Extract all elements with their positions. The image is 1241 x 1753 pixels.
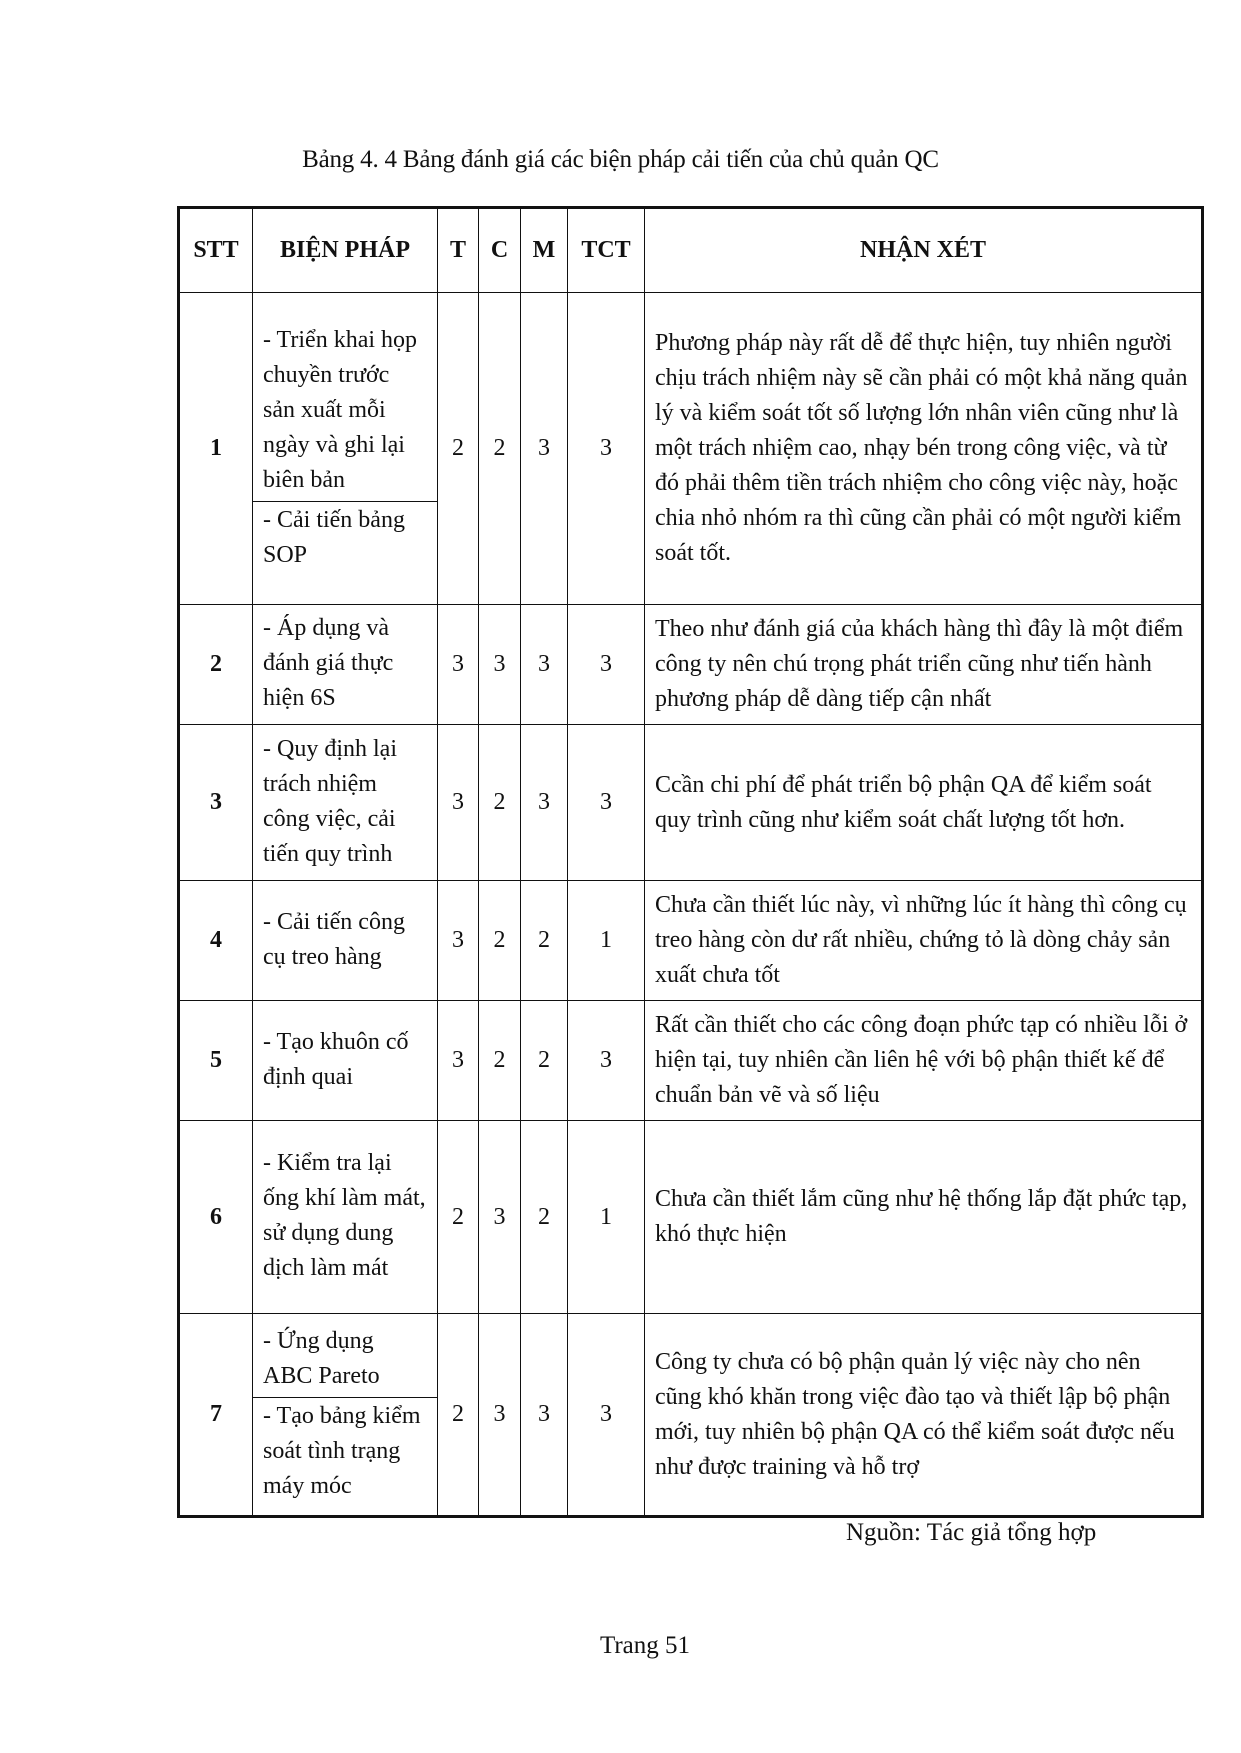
row-comment: Theo như đánh giá của khách hàng thì đây là một điểm công ty nên chú trọng phát triển cũng như tiến hành phương pháp dễ dàng tiếp cận nhất [645,605,1203,725]
evaluation-table [177,206,1204,1518]
table-row [179,605,1203,725]
row-tct: 3 [568,293,645,605]
row-c: 3 [479,1121,521,1314]
row-c: 3 [479,1314,521,1517]
measure-item: - Cải tiến công cụ treo hàng [263,908,405,970]
table-row [179,725,1203,881]
row-stt: 3 [179,725,253,881]
row-stt: 6 [179,1121,253,1314]
measure-item: - Tạo bảng kiểm soát tình trạng máy móc [253,1397,437,1507]
row-tct: 1 [568,881,645,1001]
table-row [179,1314,1203,1517]
header-c: C [479,208,521,293]
header-tct: TCT [568,208,645,293]
row-measures [253,1121,438,1314]
row-stt: 1 [179,293,253,605]
measure-item: - Triển khai họp chuyền trước sản xuất mỗi ngày và ghi lại biên bản [263,326,418,493]
row-tct: 3 [568,1314,645,1517]
table-caption: Bảng 4. 4 Bảng đánh giá các biện pháp cải tiến của chủ quản QC [302,146,939,173]
row-measures [253,1001,438,1121]
measure-item: - Tạo khuôn cố định quai [263,1028,409,1090]
row-stt: 5 [179,1001,253,1121]
row-comment: Phương pháp này rất dễ để thực hiện, tuy nhiên người chịu trách nhiệm này sẽ cần phải có một khả năng quản lý và kiểm soát tốt số lượng lớn nhân viên cũng như là một trách nhiệm cao, nhạy bén trong công việc, và từ đó phải thêm tiền trách nhiệm cho công việc này, hoặc chia nhỏ nhóm ra thì cũng cần phải có một người kiểm soát tốt. [645,293,1203,605]
row-measures [253,293,438,605]
table-row [179,293,1203,605]
row-t: 3 [438,725,479,881]
header-stt: STT [179,208,253,293]
header-comment: NHẬN XÉT [645,208,1203,293]
table-row [179,1121,1203,1314]
header-m: M [521,208,568,293]
row-t: 3 [438,605,479,725]
row-stt: 2 [179,605,253,725]
row-measures [253,1314,438,1517]
row-m: 3 [521,605,568,725]
table-row [179,1001,1203,1121]
row-t: 3 [438,1001,479,1121]
row-comment: Chưa cần thiết lắm cũng như hệ thống lắp đặt phức tạp, khó thực hiện [645,1121,1203,1314]
row-c: 2 [479,293,521,605]
row-m: 3 [521,725,568,881]
table-row [179,881,1203,1001]
row-m: 2 [521,1121,568,1314]
measure-item: - Cải tiến bảng SOP [253,501,437,576]
row-t: 2 [438,293,479,605]
row-m: 2 [521,1001,568,1121]
row-stt: 7 [179,1314,253,1517]
row-comment: Ccần chi phí để phát triển bộ phận QA để kiểm soát quy trình cũng như kiểm soát chất lượng tốt hơn. [645,725,1203,881]
row-c: 2 [479,725,521,881]
row-tct: 1 [568,1121,645,1314]
header-t: T [438,208,479,293]
row-c: 2 [479,1001,521,1121]
row-tct: 3 [568,725,645,881]
row-measures [253,881,438,1001]
row-measures [253,605,438,725]
row-measures [253,725,438,881]
measure-item: - Quy định lại trách nhiệm công việc, cải tiến quy trình [263,735,397,867]
row-t: 2 [438,1121,479,1314]
measure-item: - Áp dụng và đánh giá thực hiện 6S [263,615,394,711]
row-comment: Rất cần thiết cho các công đoạn phức tạp có nhiều lỗi ở hiện tại, tuy nhiên cần liên hệ với bộ phận thiết kế để chuẩn bản vẽ và số liệu [645,1001,1203,1121]
table-header-row [179,208,1203,293]
header-measure: BIỆN PHÁP [253,208,438,293]
row-comment: Chưa cần thiết lúc này, vì những lúc ít hàng thì công cụ treo hàng còn dư rất nhiều, chứng tỏ là dòng chảy sản xuất chưa tốt [645,881,1203,1001]
row-t: 3 [438,881,479,1001]
row-m: 3 [521,293,568,605]
page-number: Trang 51 [599,1632,691,1659]
row-comment: Công ty chưa có bộ phận quản lý việc này cho nên cũng khó khăn trong việc đào tạo và thiết lập bộ phận mới, tuy nhiên bộ phận QA có thể kiểm soát được nếu như được training và hỗ trợ [645,1314,1203,1517]
row-m: 3 [521,1314,568,1517]
row-stt: 4 [179,881,253,1001]
row-c: 2 [479,881,521,1001]
row-c: 3 [479,605,521,725]
measure-item: - Kiểm tra lại ống khí làm mát, sử dụng dung dịch làm mát [263,1150,426,1281]
source-note: Nguồn: Tác giả tổng hợp [846,1519,1097,1546]
row-m: 2 [521,881,568,1001]
row-t: 2 [438,1314,479,1517]
row-tct: 3 [568,1001,645,1121]
row-tct: 3 [568,605,645,725]
measure-item: - Ứng dụng ABC Pareto [263,1327,380,1389]
